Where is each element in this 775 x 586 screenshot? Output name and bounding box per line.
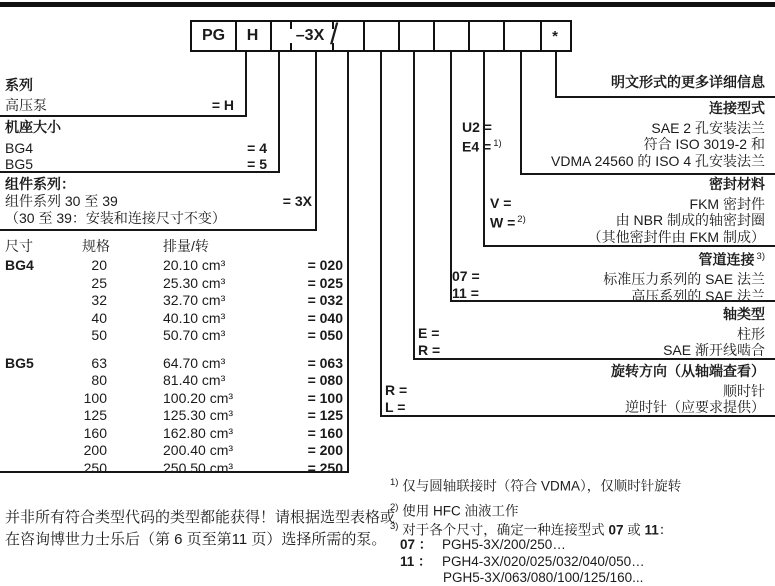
table-row — [5, 425, 343, 443]
footnote-marker: 1) — [493, 138, 502, 149]
footnote-marker: 2) — [517, 214, 526, 225]
section-shaft-type — [663, 306, 765, 359]
connector-line — [245, 52, 247, 117]
displacement-table — [5, 257, 343, 477]
section-connection-type — [551, 100, 765, 169]
connector-line — [278, 52, 280, 173]
section-rule — [0, 115, 246, 117]
option-code: R = — [385, 382, 408, 398]
section-rule — [520, 173, 775, 175]
frame-size-value: = 4 — [247, 140, 267, 156]
size-group-label: BG5 — [5, 354, 34, 371]
footnote-3: $^{3)}$ 对于各个尺寸，确定一种连接型式 07 或 11： — [390, 521, 673, 538]
spec-value: 25 — [91, 274, 107, 291]
table-row — [5, 310, 343, 328]
frame-size-label: BG4 — [5, 140, 34, 156]
displacement-value: 250.50 cm³ — [163, 459, 234, 476]
option-text: 逆时针（应要求提供） — [625, 399, 765, 415]
table-row — [5, 355, 343, 373]
table-row — [5, 442, 343, 460]
code-cell-prefix: PG — [201, 27, 226, 44]
section-header: 旋转方向（从轴端查看） — [611, 363, 765, 379]
option-text: SAE 渐开线啮合 — [663, 342, 765, 358]
availability-note — [5, 507, 395, 551]
frame-size-header: 机座大小 — [5, 119, 61, 135]
plain-text-note: 明文形式的更多详细信息 — [611, 74, 765, 90]
code-value: = 125 — [307, 407, 343, 423]
frame-size-row — [5, 140, 267, 156]
ordering-code-boxes — [190, 20, 572, 52]
connector-line — [380, 52, 382, 417]
option-code: E4 = $^{1)}$ — [462, 138, 502, 155]
box-divider — [398, 22, 400, 50]
section-header: 管道连接 $^{3)}$ — [698, 251, 765, 268]
spec-value: 32 — [91, 292, 107, 308]
option-text: 顺时针 — [723, 382, 765, 399]
component-series-note: （30 至 39：安装和连接尺寸不变） — [5, 210, 226, 226]
code-value: = 040 — [307, 309, 343, 326]
code-value: = 080 — [307, 372, 343, 388]
frame-size-value: = 5 — [247, 156, 267, 172]
frame-size-row — [5, 156, 267, 172]
component-series-label: 组件系列 30 至 39 — [5, 193, 118, 209]
table-row — [5, 460, 343, 478]
option-text: 柱形 — [737, 325, 765, 342]
option-code: E = — [418, 325, 440, 341]
option-code: 07 = — [452, 268, 480, 284]
code-value: = 025 — [307, 274, 343, 291]
option-code: V = — [490, 195, 512, 211]
table-header-size: 尺寸 — [5, 238, 33, 254]
table-row — [5, 327, 343, 345]
footnote-3-row: 11 ： PGH4-3X/020/025/032/040/050… — [400, 554, 645, 569]
displacement-value: 50.70 cm³ — [163, 327, 226, 343]
code-cell-design: –3X — [295, 27, 325, 44]
spec-value: 80 — [91, 372, 107, 388]
table-row — [5, 372, 343, 390]
spec-value: 125 — [83, 407, 107, 423]
series-value: = H — [211, 97, 234, 113]
option-text: 符合 ISO 3019-2 和 — [643, 136, 765, 152]
code-value: = 200 — [307, 442, 343, 458]
table-row — [5, 275, 343, 293]
box-divider — [270, 22, 272, 50]
section-pipe-connection — [603, 249, 765, 304]
table-row — [5, 292, 343, 310]
displacement-value: 100.20 cm³ — [163, 389, 234, 406]
box-divider — [503, 22, 505, 50]
displacement-value: 162.80 cm³ — [163, 424, 234, 441]
spec-value: 40 — [91, 309, 107, 326]
connector-line — [315, 52, 317, 231]
spec-value: 63 — [91, 354, 107, 371]
series-label: 高压泵 — [5, 97, 47, 113]
section-header: 连接型式 — [709, 100, 765, 116]
table-row — [5, 390, 343, 408]
spec-value: 250 — [83, 459, 107, 476]
code-cell-series: H — [246, 27, 259, 44]
footnote-marker: 3) — [390, 521, 399, 532]
displacement-value: 81.40 cm³ — [163, 372, 226, 388]
table-row — [5, 257, 343, 275]
component-series-header: 组件系列： — [5, 176, 75, 192]
box-divider — [363, 22, 365, 50]
connector-line — [555, 52, 557, 98]
section-rule — [0, 229, 316, 231]
option-text: 由 NBR 制成的轴密封圈 — [615, 212, 765, 228]
component-series-row — [5, 193, 312, 209]
connector-line — [520, 52, 522, 175]
code-value: = 050 — [307, 327, 343, 343]
option-text: SAE 2 孔安装法兰 — [651, 119, 765, 136]
code-cell-star: * — [552, 28, 558, 45]
box-divider — [468, 22, 470, 50]
connector-line — [347, 52, 349, 473]
box-divider — [433, 22, 435, 50]
connector-line — [413, 52, 415, 360]
section-rotation-direction — [611, 363, 765, 416]
displacement-value: 20.10 cm³ — [163, 257, 226, 273]
code-slash: / — [330, 18, 339, 51]
displacement-value: 125.30 cm³ — [163, 407, 234, 423]
displacement-value: 40.10 cm³ — [163, 309, 226, 326]
component-series-value: = 3X — [282, 193, 312, 209]
footnote-2: $^{2)}$ 使用 HFC 油液工作 — [390, 502, 519, 519]
code-value: = 032 — [307, 292, 343, 308]
top-rule — [0, 2, 775, 7]
code-value: = 063 — [307, 354, 343, 371]
code-value: = 100 — [307, 389, 343, 406]
table-header-spec: 规格 — [82, 238, 110, 254]
size-group-label: BG4 — [5, 257, 34, 273]
displacement-value: 64.70 cm³ — [163, 354, 226, 371]
footnote-marker: 2) — [390, 502, 399, 513]
option-text: 高压系列的 SAE 法兰 — [631, 287, 765, 304]
section-rule — [483, 245, 775, 247]
spec-value: 200 — [83, 442, 107, 458]
table-group-gap — [5, 345, 343, 355]
footnote-marker: 3) — [756, 251, 765, 262]
option-text: （其他密封件由 FKM 制成） — [587, 228, 765, 245]
section-seal-material — [588, 176, 765, 245]
footnote-marker: 1) — [390, 477, 399, 488]
table-header-displacement: 排量/转 — [163, 238, 209, 254]
option-text: 标准压力系列的 SAE 法兰 — [603, 271, 765, 288]
spec-value: 160 — [83, 424, 107, 441]
table-row — [5, 407, 343, 425]
option-code: L = — [385, 399, 406, 415]
option-text: VDMA 24560 的 ISO 4 孔安装法兰 — [551, 152, 765, 169]
code-value: = 250 — [307, 459, 343, 476]
displacement-value: 32.70 cm³ — [163, 292, 226, 308]
section-header: 密封材料 — [709, 176, 765, 192]
series-header: 系列 — [5, 77, 33, 93]
spec-value: 100 — [83, 389, 107, 406]
availability-line: 在咨询博世力士乐后（第 6 页至第11 页）选择所需的泵。 — [5, 531, 387, 548]
spec-value: 20 — [91, 257, 107, 273]
option-text: FKM 密封件 — [689, 195, 765, 212]
code-value: = 020 — [307, 257, 343, 273]
option-code: 11 = — [452, 285, 479, 301]
footnote-3-row: 07 ： PGH5-3X/200/250… — [400, 537, 566, 552]
displacement-value: 200.40 cm³ — [163, 442, 234, 458]
displacement-value: 25.30 cm³ — [163, 274, 226, 291]
footnote-3-row: PGH5-3X/063/080/100/125/160... — [443, 570, 644, 585]
option-code: W = $^{2)}$ — [490, 214, 526, 231]
frame-size-label: BG5 — [5, 156, 34, 172]
section-rule — [555, 96, 775, 98]
code-value: = 160 — [307, 424, 343, 441]
series-row — [5, 97, 234, 113]
option-code: R = — [418, 342, 441, 358]
connector-line — [450, 52, 452, 302]
spec-value: 50 — [91, 327, 107, 343]
section-header: 轴类型 — [723, 306, 765, 322]
option-code: U2 = — [462, 119, 492, 135]
availability-line: 并非所有符合类型代码的类型都能获得！请根据选型表格或 — [5, 509, 396, 526]
footnote-1: $^{1)}$ 仅与圆轴联接时（符合 VDMA），仅顺时针旋转 — [390, 477, 682, 494]
